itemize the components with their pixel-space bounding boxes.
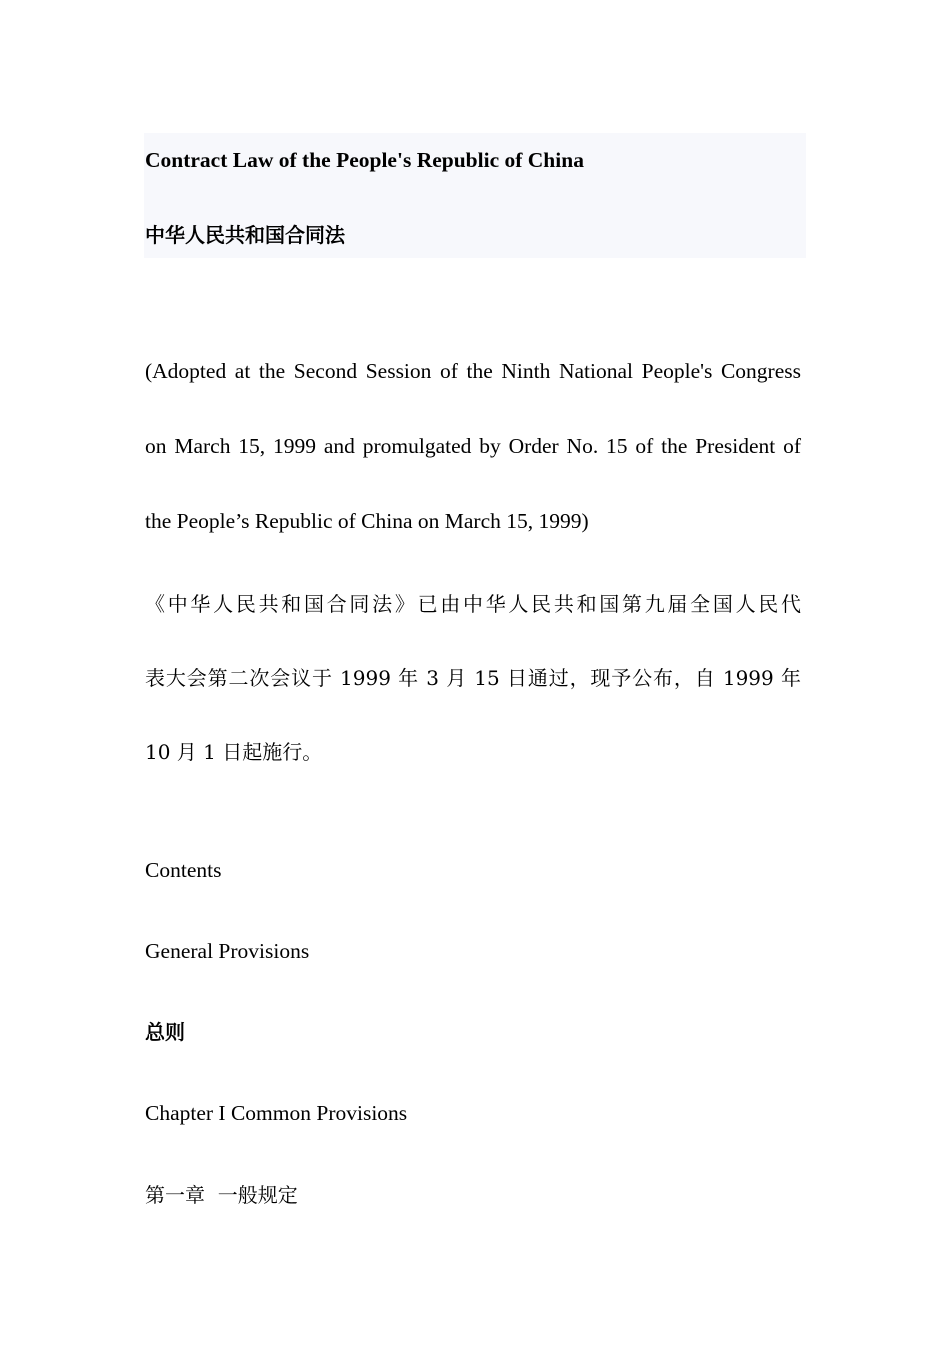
general-provisions-en: General Provisions [145,939,310,963]
chapter-1-zh: 第一章 一般规定 [145,1183,298,1207]
promulgation-line-1: 《中华人民共和国合同法》已由中华人民共和国第九届全国人民代 [145,592,801,616]
adoption-note-line-2: on March 15, 1999 and promulgated by Order No. 15 of the President of [145,434,801,458]
promulgation-line-2: 表大会第二次会议于 1999 年 3 月 15 日通过，现予公布，自 1999 年 [145,666,801,690]
document-title-english: Contract Law of the People's Republic of China [145,148,584,172]
adoption-note-line-3: the People’s Republic of China on March 15, 1999) [145,509,589,533]
contents-heading: Contents [145,858,222,882]
chapter-1-en: Chapter I Common Provisions [145,1101,408,1125]
document-title-chinese: 中华人民共和国合同法 [145,223,345,247]
promulgation-line-3: 10 月 1 日起施行。 [145,740,323,764]
adoption-note-line-1: (Adopted at the Second Session of the Ninth National People's Congress [145,359,801,383]
general-provisions-zh: 总则 [145,1020,185,1044]
